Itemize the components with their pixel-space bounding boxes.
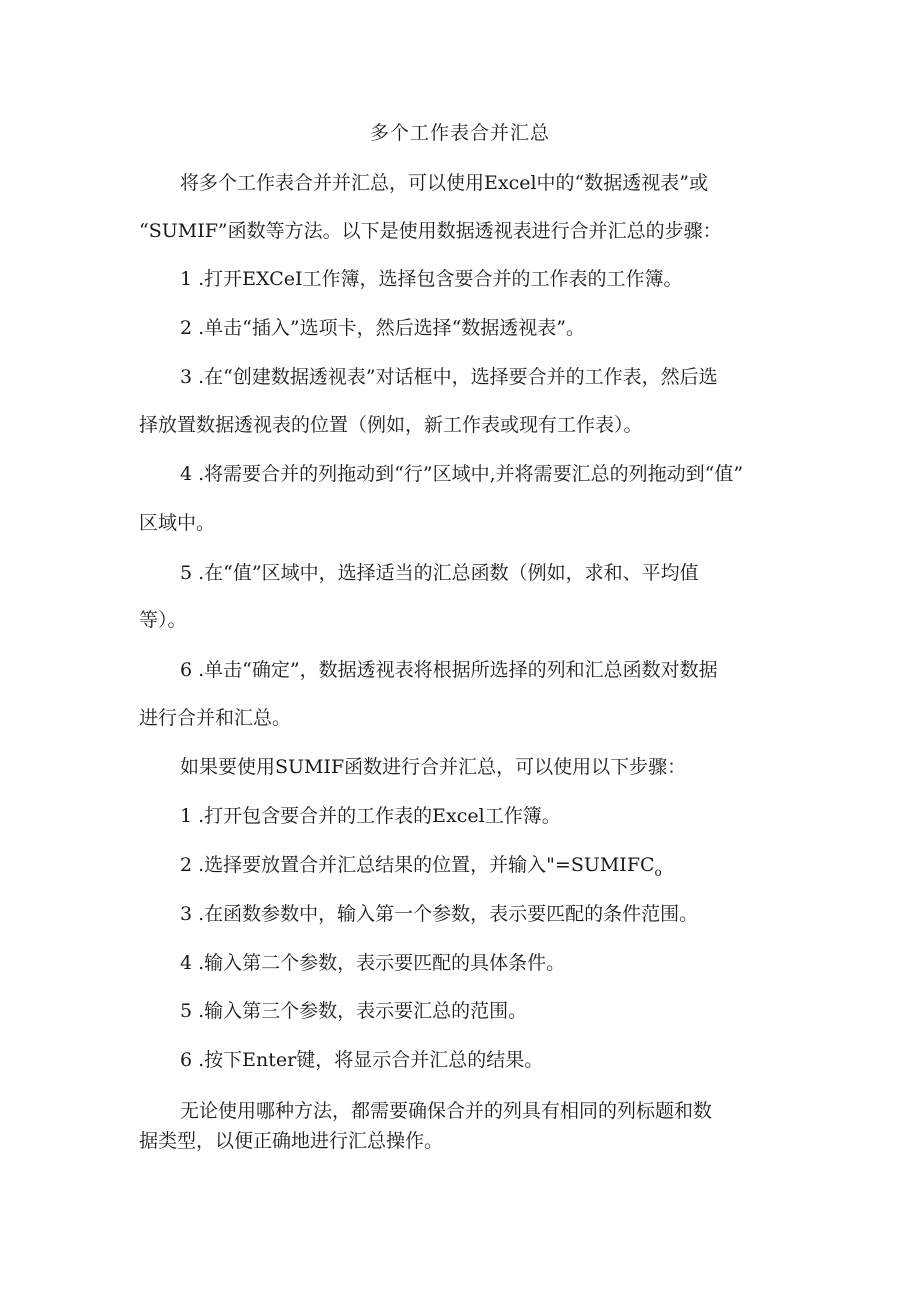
sumif-step-2-text: 2 .选择要放置合并汇总结果的位置，并输入"=SUMIFC bbox=[180, 854, 655, 876]
sumif-step-3: 3 .在函数参数中，输入第一个参数，表示要匹配的条件范围。 bbox=[180, 903, 699, 925]
sumif-step-2-subscript: o bbox=[654, 864, 662, 879]
sumif-step-4: 4 .输入第二个参数，表示要匹配的具体条件。 bbox=[180, 952, 566, 974]
pivot-step-3-line-1: 3 .在“创建数据透视表”对话框中，选择要合并的工作表，然后选 bbox=[180, 366, 718, 388]
conclusion-line-2: 据类型，以便正确地进行汇总操作。 bbox=[139, 1130, 444, 1152]
intro-line-1: 将多个工作表合并并汇总，可以使用Excel中的“数据透视表”或 bbox=[180, 172, 708, 194]
pivot-step-2: 2 .单击“插入”选项卡，然后选择“数据透视表”。 bbox=[180, 317, 586, 339]
pivot-step-4-line-2: 区域中。 bbox=[139, 512, 216, 534]
pivot-step-1: 1 .打开EXCeI工作簿，选择包含要合并的工作表的工作簿。 bbox=[180, 268, 683, 290]
sumif-step-5: 5 .输入第三个参数，表示要汇总的范围。 bbox=[180, 1000, 528, 1022]
conclusion-line-1: 无论使用哪种方法，都需要确保合并的列具有相同的列标题和数 bbox=[180, 1100, 713, 1122]
intro-line-2: “SUMIF”函数等方法。以下是使用数据透视表进行合并汇总的步骤： bbox=[139, 220, 722, 242]
pivot-step-6-line-2: 进行合并和汇总。 bbox=[139, 707, 292, 729]
pivot-step-4-line-1: 4 .将需要合并的列拖动到“行”区域中,并将需要汇总的列拖动到“值” bbox=[180, 463, 744, 485]
pivot-step-6-line-1: 6 .单击“确定”，数据透视表将根据所选择的列和汇总函数对数据 bbox=[180, 659, 718, 681]
sumif-step-6: 6 .按下Enter键，将显示合并汇总的结果。 bbox=[180, 1049, 544, 1071]
pivot-step-5-line-2: 等）。 bbox=[139, 609, 187, 631]
sumif-step-2 bbox=[180, 852, 662, 885]
pivot-step-5-line-1: 5 .在“值”区域中，选择适当的汇总函数（例如，求和、平均值 bbox=[180, 562, 699, 584]
sumif-intro: 如果要使用SUMIF函数进行合并汇总，可以使用以下步骤： bbox=[180, 756, 687, 778]
sumif-step-1: 1 .打开包含要合并的工作表的Excel工作簿。 bbox=[180, 805, 561, 827]
document-title: 多个工作表合并汇总 bbox=[369, 122, 550, 144]
pivot-step-3-line-2: 择放置数据透视表的位置（例如，新工作表或现有工作表）。 bbox=[139, 414, 643, 436]
